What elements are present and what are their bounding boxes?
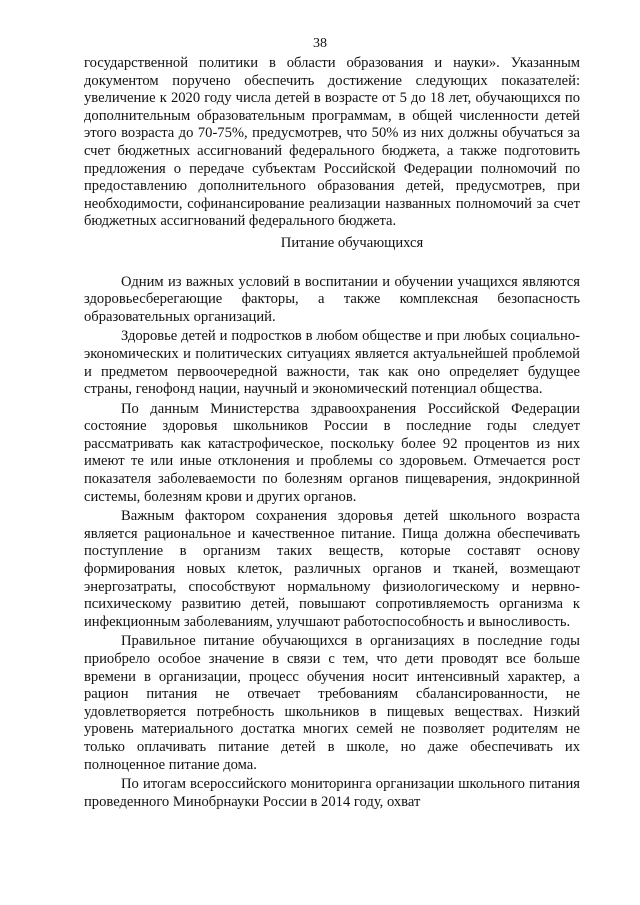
paragraph: Здоровье детей и подростков в любом обществе и при любых социально-экономических и политических ситуациях является актуальнейшей проблемой и предметом первоочередной важности, так как оно определяет будущее страны, генофонд нации, научный и экономический потенциал общества. bbox=[84, 328, 580, 398]
paragraph-continuation: государственной политики в области образования и науки». Указанным документом поручено обеспечить достижение следующих показателей: увеличение к 2020 году числа детей в возрасте от 5 до 18 лет, обучающихся по дополнительным образовательным программам, в общей численности детей этого возраста до 70-75%, предусмотрев, что 50% из них должны обучаться за счет бюджетных ассигнований федерального бюджета, а также подготовить предложения о передаче субъектам Российской Федерации полномочий по предоставлению дополнительного образования детей, предусмотрев, при необходимости, софинансирование реализации названных полномочий за счет бюджетных ассигнований федерального бюджета. bbox=[84, 55, 580, 230]
paragraph: По данным Министерства здравоохранения Российской Федерации состояние здоровья школьников России в последние годы следует рассматривать как катастрофическое, поскольку более 92 процентов из них имеют те или иные отклонения и проблемы со здоровьем. Отмечается рост показателя заболеваемости по болезням органов пищеварения, эндокринной системы, болезням крови и других органов. bbox=[84, 400, 580, 505]
paragraph: Правильное питание обучающихся в организациях в последние годы приобрело особое значение в связи с тем, что дети проводят все больше времени в организации, процесс обучения носит интенсивный характер, а рацион питания не отвечает требованиям сбалансированности, не удовлетворяется потребность школьников в пищевых веществах. Низкий уровень материального достатка многих семей не позволяет родителям не только оплачивать питание детей в школе, но даже обеспечивать их полноценное питание дома. bbox=[84, 633, 580, 773]
document-body bbox=[84, 55, 580, 811]
paragraph: По итогам всероссийского мониторинга организации школьного питания проведенного Минобрнауки России в 2014 году, охват bbox=[84, 776, 580, 810]
paragraph: Одним из важных условий в воспитании и обучении учащихся являются здоровьесберегающие факторы, а также комплексная безопасность образовательных организаций. bbox=[84, 273, 580, 325]
section-heading: Питание обучающихся bbox=[280, 234, 424, 251]
paragraph: Важным фактором сохранения здоровья детей школьного возраста является рациональное и качественное питание. Пища должна обеспечивать поступление в организм таких веществ, которые составят основу формирования новых клеток, различных органов и тканей, возмещают энергозатраты, способствуют нормальному физиологическому и нервно-психическому развитию детей, повышают сопротивляемость организма к инфекционным заболеваниям, улучшают работоспособность и выносливость. bbox=[84, 508, 580, 630]
page-number: 38 bbox=[313, 36, 327, 51]
